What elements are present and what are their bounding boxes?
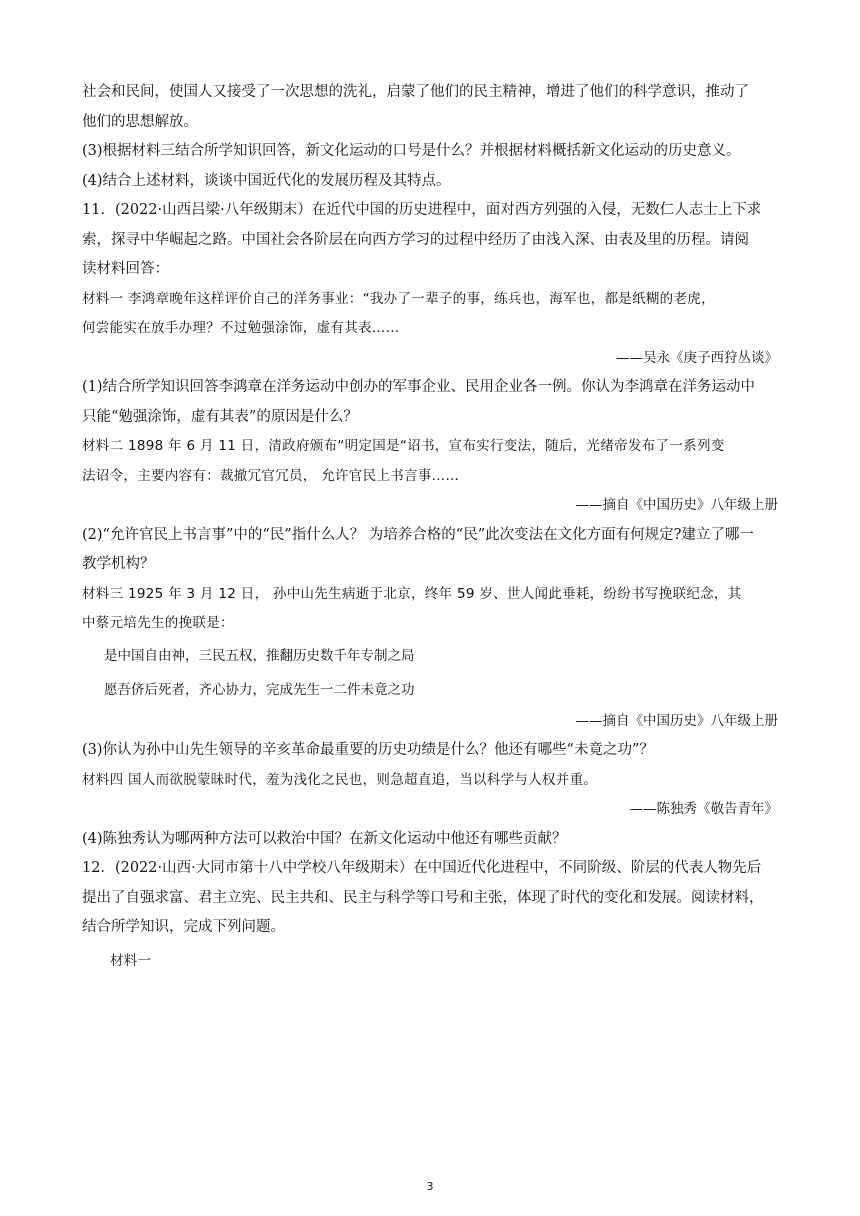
sub-question-4: (4)陈独秀认为哪两种方法可以救治中国？在新文化运动中他还有哪些贡献？ [82,830,567,847]
text-line: 社会和民间，使国人又接受了一次思想的洗礼，启蒙了他们的民主精神，增进了他们的科学意识，推动了 [82,84,749,100]
material-3: 材料三 1925 年 3 月 12 日， 孙中山先生病逝于北京，终年 59 岁、世人闻此垂耗，纷纷书写挽联纪念，其 [82,585,742,602]
material-4: 材料四 国人而欲脱蒙昧时代，羞为浅化之民也，则急超直追，当以科学与人权并重。 [82,771,598,788]
question-11-stem: 11．(2022·山西吕梁·八年级期末）在近代中国的历史进程中，面对西方列强的入侵，无数仁人志士上下求 [82,202,762,218]
text-line: 法诏令，主要内容有：裁撤冗官冗员， 允许官民上书言事…… [82,467,460,484]
sub-question-3: (3)你认为孙中山先生领导的辛亥革命最重要的历史功绩是什么？他还有哪些“未竟之功”？ [82,742,654,758]
question-12-stem: 12．(2022·山西·大同市第十八中学校八年级期末）在中国近代化进程中，不同阶级、阶层的代表人物先后 [82,860,762,876]
page-number: 3 [426,1180,434,1193]
source-citation: ——陈独秀《敬告青年》 [629,801,778,817]
material-1-label: 材料一 [110,952,152,969]
sub-question-1: (1)结合所学知识回答李鸿章在洋务运动中创办的军事企业、民用企业各一例。你认为李鸿章在洋务运动中 [82,379,756,395]
source-citation: ——摘自《中国历史》八年级上册 [575,712,778,729]
text-line: 索，探寻中华崛起之路。中国社会各阶层在向西方学习的过程中经历了由浅入深、由表及里的历程。请阅 [82,231,749,248]
sub-question-2: (2)“允许官民上书言事”中的“民”指什么人？ 为培养合格的“民”此次变法在文化方面有何规定?建立了哪一 [82,526,754,543]
text-line: 教学机构？ [82,556,155,572]
couplet-line-1: 是中国自由神，三民五权，推翻历史数千年专制之局 [104,647,415,664]
page-content [82,78,778,976]
text-line: 中蔡元培先生的挽联是： [82,615,234,631]
question-3: (3)根据材料三结合所学知识回答，新文化运动的口号是什么？并根据材料概括新文化运动的历史意义。 [82,143,741,159]
material-2: 材料二 1898 年 6 月 11 日，清政府颁布“明定国是“诏书，宣布实行变法，随后，光绪帝发布了一系列变 [82,438,725,454]
text-line: 何尝能实在放手办理？不过勉强涂饰，虚有其表…… [82,320,400,336]
couplet-line-2: 愿吾侪后死者，齐心协力，完成先生一二件未竟之功 [104,681,415,698]
question-4: (4)结合上述材料，谈谈中国近代化的发展历程及其特点。 [82,172,451,189]
material-1: 材料一 李鸿章晚年这样评价自己的洋务事业：“我办了一辈子的事，练兵也，海军也，都是纸糊的老虎， [82,290,715,307]
text-line: 提出了自强求富、君主立宪、民主共和、民主与科学等口号和主张，体现了时代的变化和发展。阅读材料， [82,889,764,906]
text-line: 只能“勉强涂饰，虚有其表”的原因是什么？ [82,408,358,425]
source-citation: ——摘自《中国历史》八年级上册 [575,497,778,513]
text-line: 读材料回答： [82,261,169,277]
source-citation: ——吴永《庚子西狩丛谈》 [616,349,778,366]
text-line: 结合所学知识，完成下列问题。 [82,919,285,935]
text-line: 他们的思想解放。 [82,113,198,130]
